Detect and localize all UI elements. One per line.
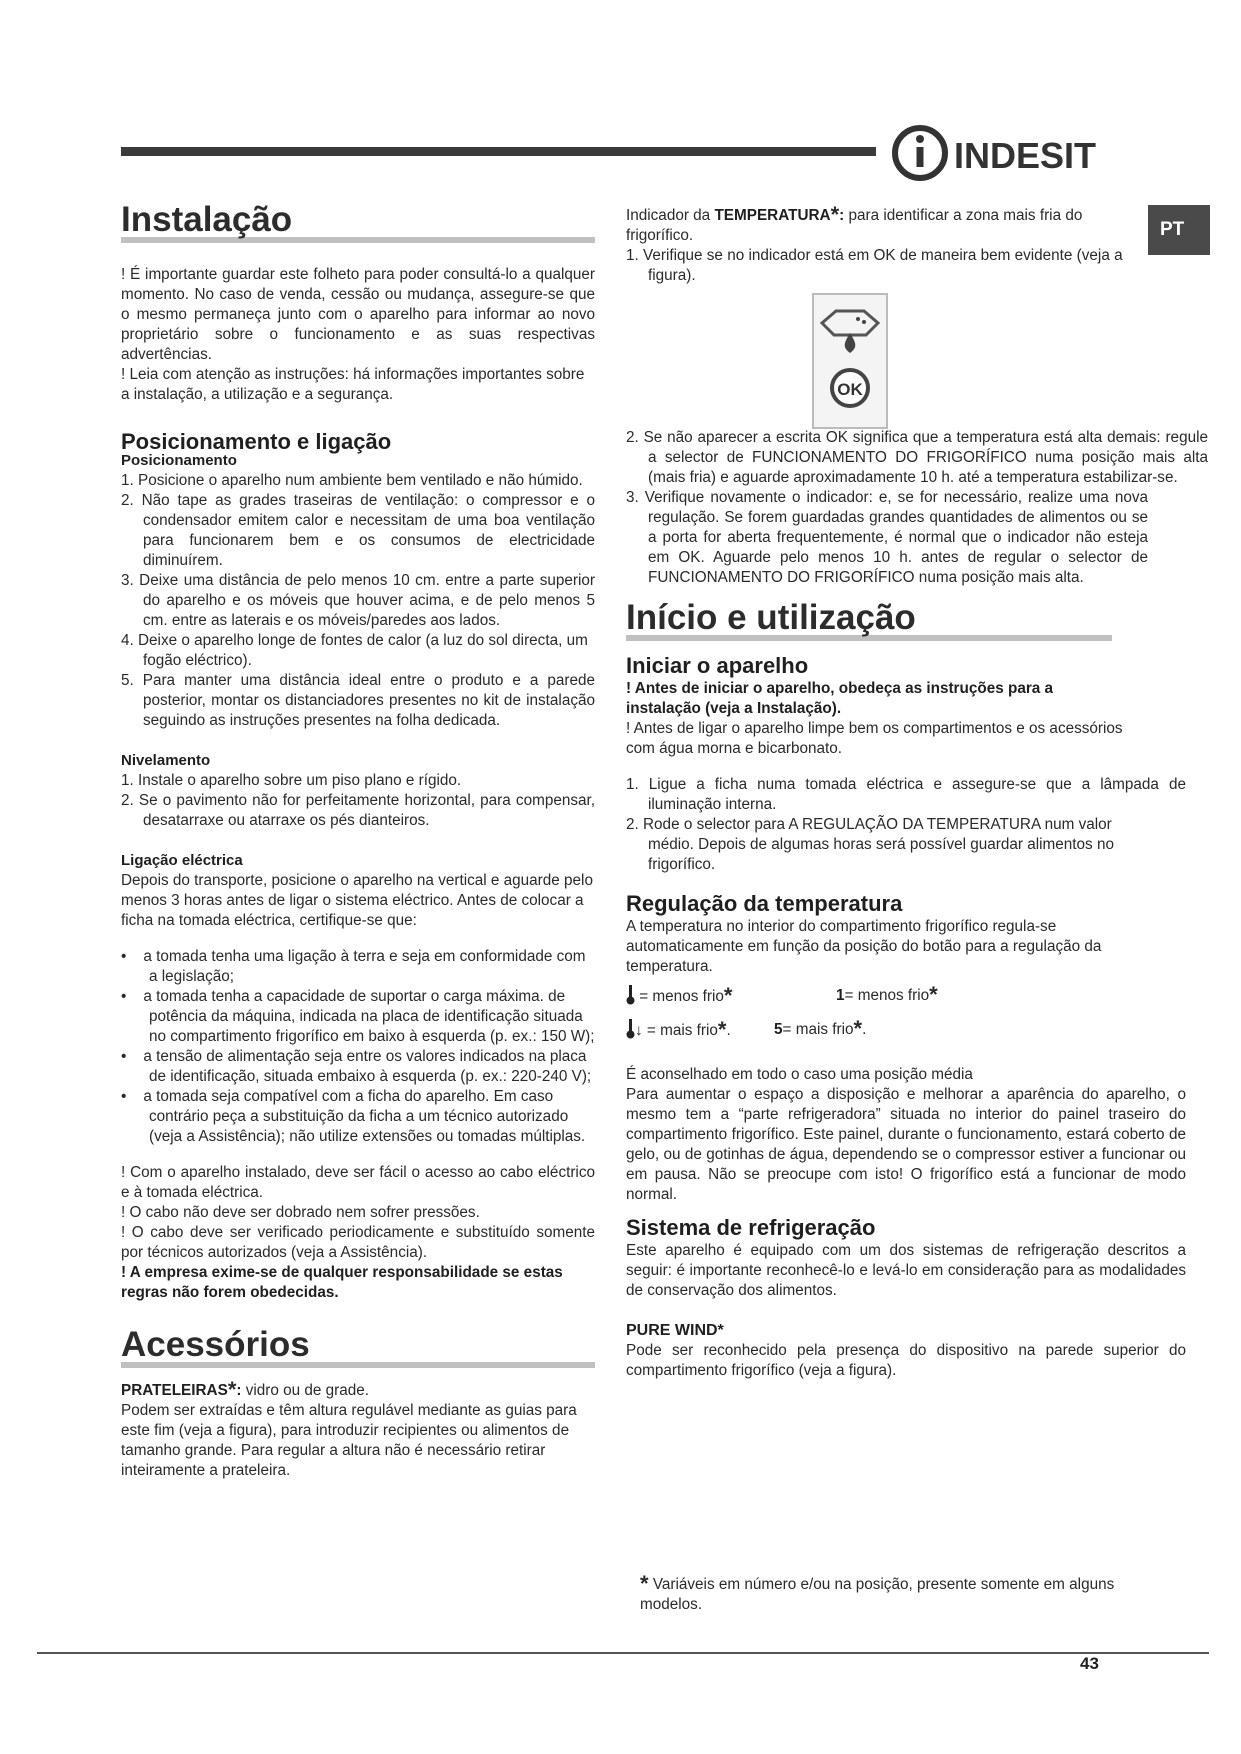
page-number: 43 <box>1080 1654 1099 1673</box>
asterisk: * <box>830 202 840 227</box>
prateleiras-line: PRATELEIRAS*: vidro ou de grade. <box>121 1377 370 1402</box>
footer-rule <box>37 1652 1209 1654</box>
pos-item-5: 5. Para manter uma distância ideal entre o produto e a parede posterior, montar os distanciadores presentes no kit de instalação seguindo as instruções presentes na folha dedicada. <box>121 672 595 729</box>
iniciar-item-1: 1. Ligue a ficha numa tomada eléctrica e assegure-se que a lâmpada de iluminação interna. <box>626 776 1186 813</box>
prateleiras-label: PRATELEIRAS <box>121 1382 228 1399</box>
instalacao-heading: Instalação <box>121 200 293 239</box>
temperature-indicator-figure <box>812 293 888 429</box>
menos-frio-num-row: 1= menos frio* <box>836 982 938 1007</box>
brand-name: INDESIT <box>954 135 1097 176</box>
indicador-item-3: 3. Verifique novamente o indicador: e, se for necessário, realize uma nova regulação. Se forem guardadas grandes quantidades de alimentos ou se a porta for aberta frequentemente, é normal que o indicador não esteja em OK. Aguarde pelo menos 10 h. antes de regular o selector de FUNCIONAMENTO DO FRIGORÍFICO numa posição mais alta. <box>626 489 1148 586</box>
mais-frio-num-row: 5= mais frio*. <box>774 1016 867 1041</box>
mais-frio-row: ↓ = mais frio*. <box>626 1019 731 1041</box>
sistema-heading: Sistema de refrigeração <box>626 1215 876 1240</box>
arrow-down-icon: ↓ <box>635 1022 643 1039</box>
pure-wind-heading: PURE WIND* <box>626 1322 724 1339</box>
warning-2: ! O cabo não deve ser dobrado nem sofrer pressões. <box>121 1204 480 1221</box>
pos-item-3: 3. Deixe uma distância de pelo menos 10 cm. entre a parte superior do aparelho e os móveis que houver acima, e de pelo menos 5 cm. entre as laterais e os móveis/paredes aos lados. <box>121 572 595 629</box>
temperature-legend <box>626 981 1186 1051</box>
iniciar-text: ! Antes de ligar o aparelho limpe bem os compartimentos e os acessórios com água morna e bicarbonato. <box>626 720 1123 757</box>
nivelamento-subheading: Nivelamento <box>121 752 211 769</box>
iniciar-heading: Iniciar o aparelho <box>626 653 809 678</box>
brand-logo <box>888 118 1118 188</box>
niv-item-1: 1. Instale o aparelho sobre um piso plano e rígido. <box>121 772 462 789</box>
thermometer-high-icon <box>626 1019 635 1039</box>
prateleiras-short: vidro ou de grade. <box>245 1382 370 1399</box>
iniciar-item-2: 2. Rode o selector para A REGULAÇÃO DA TEMPERATURA num valor médio. Depois de algumas horas será possível guardar alimentos no frigorífico. <box>626 816 1114 873</box>
ok-label: OK <box>837 380 863 399</box>
regulacao-heading: Regulação da temperatura <box>626 891 903 916</box>
ligacao-subheading: Ligação eléctrica <box>121 852 243 869</box>
niv-item-2: 2. Se o pavimento não for perfeitamente horizontal, para compensar, desatarraxe ou atarraxe os pés dianteiros. <box>121 792 595 829</box>
thermometer-low-icon <box>626 985 635 1005</box>
bullet-1: • a tomada tenha uma ligação à terra e seja em conformidade com a legislação; <box>121 948 586 985</box>
menos-frio-row: = menos frio* <box>626 985 732 1007</box>
pos-item-2: 2. Não tape as grades traseiras de ventilação: o compressor e o condensador emitem calor e necessitam de uma boa ventilação para funcionarem bem e os consumos de electricidade diminuírem. <box>121 492 595 569</box>
bullet-4: • a tomada seja compatível com a ficha do aparelho. Em caso contrário peça a substituição da ficha a um técnico autorizado (veja a Assistência); não utilize extensões ou tomadas múltiplas. <box>121 1088 586 1145</box>
left-column <box>121 200 595 1481</box>
iniciar-bold: ! Antes de iniciar o aparelho, obedeça as instruções para a instalação (veja a Instalação). <box>626 680 1054 717</box>
asterisk: * <box>227 1377 237 1402</box>
header-rule <box>121 147 876 156</box>
pos-item-1: 1. Posicione o aparelho num ambiente bem ventilado e não húmido. <box>121 472 583 489</box>
indicator-drawing <box>814 295 886 427</box>
warning-1: ! Com o aparelho instalado, deve ser fácil o acesso ao cabo eléctrico e à tomada eléctrica. <box>121 1164 595 1201</box>
temperatura-label: TEMPERATURA <box>714 207 831 224</box>
footnote: * Variáveis em número e/ou na posição, presente somente em alguns modelos. <box>640 1571 1115 1613</box>
para-aumentar-text: Para aumentar o espaço a disposição e melhorar a aparência do aparelho, o mesmo tem a “parte refrigeradora” situada no interior do painel traseiro do compartimento frigorífico. Este painel, durante o funcionamento, estará coberto de gelo, ou de gotinhas de água, dependendo se o compressor estiver a funcionar ou em pausa. Não se preocupe com isto! O frigorífico está a funcionar de modo normal. <box>626 1086 1186 1203</box>
indicador-item-1: 1. Verifique se no indicador está em OK de maneira bem evidente (veja a figura). <box>626 247 1123 284</box>
indicador-line: Indicador da TEMPERATURA*: para identificar a zona mais fria do frigorífico. <box>626 202 1083 244</box>
bullet-3: • a tensão de alimentação seja entre os valores indicados na placa de identificação, situada embaixo à esquerda (p. ex.: 220-240 V); <box>121 1048 592 1085</box>
warning-3: ! O cabo deve ser verificado periodicamente e substituído somente por técnicos autorizados (veja a Assistência). <box>121 1224 595 1261</box>
right-column <box>626 202 1186 286</box>
ligacao-text: Depois do transporte, posicione o aparelho na vertical e aguarde pelo menos 3 horas antes de ligar o sistema eléctrico. Antes de colocar a ficha na tomada eléctrica, certifique-se que: <box>121 872 593 929</box>
asterisk: * <box>640 1571 649 1596</box>
bullet-2: • a tomada tenha a capacidade de suportar o carga máxima. de potência da máquina, indicada na placa de identificação situada no compartimento frigorífico em baixo à esquerda (p. ex.: 150 W); <box>121 988 595 1045</box>
acessorios-heading: Acessórios <box>121 1325 310 1364</box>
posicionamento-heading: Posicionamento e ligação <box>121 429 392 454</box>
posicionamento-subheading: Posicionamento <box>121 452 237 469</box>
pure-wind-text: Pode ser reconhecido pela presença do dispositivo na parede superior do compartimento frigorífico (veja a figura). <box>626 1342 1186 1379</box>
language-tab: PT <box>1148 205 1210 255</box>
prateleiras-text: Podem ser extraídas e têm altura regulável mediante as guias para este fim (veja a figura), para introduzir recipientes ou alimentos de tamanho grande. Para regular a altura não é necessário retirar inteiramente a prateleira. <box>121 1402 577 1479</box>
regulacao-text: A temperatura no interior do compartimento frigorífico regula-se automaticamente em função da posição do botão para a regulação da temperatura. <box>626 918 1102 975</box>
sistema-text: Este aparelho é equipado com um dos sistemas de refrigeração descritos a seguir: é importante reconhecê-lo e levá-lo em consideração para as modalidades de conservação dos alimentos. <box>626 1242 1186 1299</box>
intro-paragraph-1: ! É importante guardar este folheto para poder consultá-lo a qualquer momento. No caso de venda, cessão ou mudança, assegure-se que o mesmo permaneça junto com o aparelho para informar ao novo proprietário sobre o funcionamento e as suas respectivas advertências. <box>121 266 595 363</box>
right-column-lower <box>626 428 1208 1381</box>
warning-4: ! A empresa exime-se de qualquer responsabilidade se estas regras não forem obedecidas. <box>121 1264 563 1301</box>
indicador-item-2: 2. Se não aparecer a escrita OK significa que a temperatura está alta demais: regule a selector de FUNCIONAMENTO DO FRIGORÍFICO numa posição mais alta (mais fria) e aguarde aproximadamente 10 h. até a temperatura estabilizar-se. <box>626 429 1208 486</box>
aconselhado-text: É aconselhado em todo o caso uma posição média <box>626 1066 973 1083</box>
intro-paragraph-2: ! Leia com atenção as instruções: há informações importantes sobre a instalação, a utilização e a segurança. <box>121 366 585 403</box>
inicio-heading: Início e utilização <box>626 598 916 637</box>
pos-item-4: 4. Deixe o aparelho longe de fontes de calor (a luz do sol directa, um fogão eléctrico). <box>121 632 588 669</box>
